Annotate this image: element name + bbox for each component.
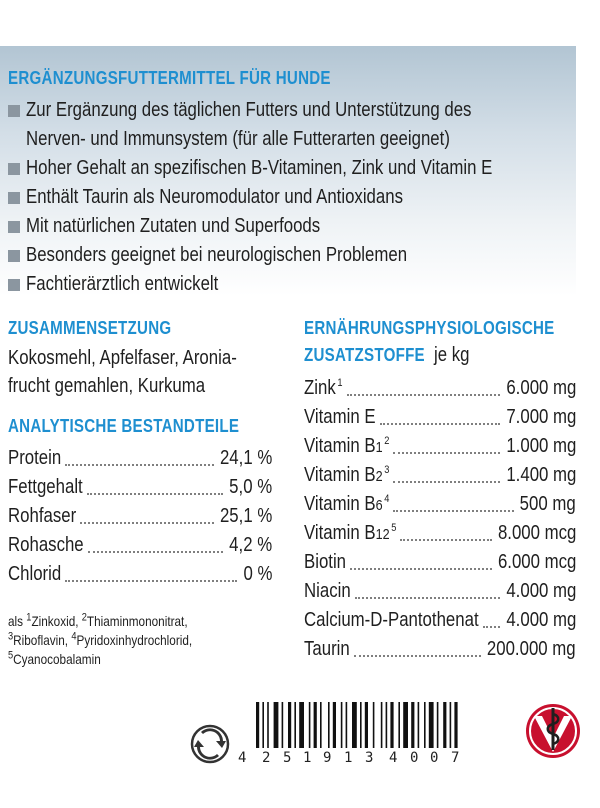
nutrient-row (8, 502, 272, 531)
leader-dots (65, 464, 213, 466)
feature-list (8, 96, 581, 299)
nutrient-value: 24,1 % (219, 447, 272, 469)
nutrient-row (8, 531, 272, 560)
leader-dots (65, 580, 237, 582)
nutrient-value: 6.000 mcg (497, 551, 576, 573)
nutrient-row (304, 635, 576, 664)
leader-dots (393, 452, 500, 454)
barcode-digit: 0 (410, 750, 419, 766)
nutrient-name: Niacin (304, 580, 351, 602)
leader-dots (347, 394, 500, 396)
nutrient-value: 4.000 mg (505, 609, 576, 631)
bullet-square-icon (8, 163, 20, 175)
nutrient-name: Taurin (304, 638, 350, 660)
nutrient-row (304, 374, 576, 403)
nutrient-name: Rohasche (8, 534, 84, 556)
leader-dots (393, 481, 500, 483)
feature-item: Besonders geeignet bei neurologischen Problemen (8, 241, 581, 270)
leader-dots (393, 510, 514, 512)
composition-heading: ZUSAMMENSETZUNG (8, 318, 172, 338)
feature-item: Fachtierärztlich entwickelt (8, 270, 581, 299)
nutrient-row (8, 473, 272, 502)
additives-subheading: ZUSATZSTOFFE je kg (304, 344, 470, 366)
bullet-square-icon (8, 250, 20, 262)
left-column (8, 318, 278, 589)
barcode-digit: 9 (323, 750, 332, 766)
nutrient-name: Fettgehalt (8, 476, 83, 498)
barcode-digit: 4 (389, 750, 398, 766)
barcode-digit: 4 (238, 750, 247, 766)
right-column (304, 318, 576, 664)
nutrient-name: Vitamin B6 $^4$ (304, 493, 390, 515)
bullet-square-icon (8, 279, 20, 291)
feature-item: Mit natürlichen Zutaten und Superfoods (8, 212, 581, 241)
barcode-digit: 3 (365, 750, 374, 766)
nutrient-value: 1.400 mg (505, 464, 576, 486)
nutrient-name: Vitamin B12 $^5$ (304, 522, 397, 544)
nutrient-name: Vitamin E (304, 406, 376, 428)
nutrient-name: Vitamin B1 $^2$ (304, 435, 390, 457)
nutrient-name: Biotin (304, 551, 347, 573)
analytical-heading: ANALYTISCHE BESTANDTEILE (8, 416, 240, 436)
nutrient-value: 6.000 mg (505, 377, 576, 399)
nutrient-row (304, 519, 576, 548)
nutrient-row (8, 444, 272, 473)
leader-dots (380, 423, 500, 425)
barcode-digit: 1 (303, 750, 312, 766)
nutrient-value: 0 % (243, 563, 272, 585)
leader-dots (350, 568, 492, 570)
nutrient-row (304, 432, 576, 461)
nutrient-value: 4,2 % (229, 534, 272, 556)
barcode-digit: 1 (344, 750, 353, 766)
unit-note: je kg (433, 344, 470, 366)
product-title: ERGÄNZUNGSFUTTERMITTEL FÜR HUNDE (8, 68, 331, 88)
leader-dots (400, 539, 491, 541)
nutrient-value: 5,0 % (229, 476, 272, 498)
nutrient-value: 1.000 mg (505, 435, 576, 457)
feature-item-continuation: Nerven- und Immunsystem (für alle Futterarten geeignet) (26, 128, 450, 150)
nutrient-name: Zink $^1$ (304, 377, 343, 399)
nutrient-row (304, 577, 576, 606)
nutrient-value: 25,1 % (219, 505, 272, 527)
leader-dots (88, 551, 223, 553)
additives-table (304, 374, 576, 664)
nutrient-row (8, 560, 272, 589)
nutrient-value: 500 mg (519, 493, 576, 515)
analytical-table (8, 444, 272, 589)
bullet-square-icon (8, 221, 20, 233)
nutrient-row (304, 606, 576, 635)
feature-item: Zur Ergänzung des täglichen Futters und Unterstützung des (8, 96, 581, 125)
additives-heading: ERNÄHRUNGSPHYSIOLOGISCHE (304, 318, 555, 338)
composition-text: Kokosmehl, Apfelfaser, Aronia- frucht gemahlen, Kurkuma (8, 347, 237, 397)
nutrient-row (304, 548, 576, 577)
nutrient-name: Protein (8, 447, 62, 469)
leader-dots (355, 597, 500, 599)
barcode-digit: 2 (262, 750, 271, 766)
leader-dots (80, 522, 214, 524)
footnote-sources: als $^1$Zinkoxid, $^2$Thiaminmononitrat, $^3$Riboflavin, $^4$Pyridoxinhydrochlorid, $^5$Cyanocobalamin (8, 611, 193, 667)
feature-item: Enthält Taurin als Neuromodulator und Antioxidans (8, 183, 581, 212)
nutrient-value: 8.000 mcg (497, 522, 576, 544)
barcode-bars (256, 702, 458, 748)
barcode-digit: 0 (430, 750, 439, 766)
nutrient-name: Vitamin B2 $^3$ (304, 464, 390, 486)
nutrient-value: 200.000 mg (487, 638, 576, 660)
nutrient-value: 7.000 mg (505, 406, 576, 428)
nutrient-name: Calcium-D-Pantothenat (304, 609, 479, 631)
feature-item: Hoher Gehalt an spezifischen B-Vitaminen, Zink und Vitamin E (8, 154, 581, 183)
bullet-square-icon (8, 105, 20, 117)
nutrient-value: 4.000 mg (505, 580, 576, 602)
leader-dots (87, 493, 223, 495)
bullet-square-icon (8, 192, 20, 204)
nutrient-name: Chlorid (8, 563, 62, 585)
leader-dots (354, 655, 481, 657)
vet-logo-icon (524, 700, 582, 762)
nutrient-row (304, 461, 576, 490)
barcode-digit: 5 (283, 750, 292, 766)
barcode-digit: 7 (451, 750, 460, 766)
green-dot-recycle-icon (190, 724, 230, 764)
nutrient-row (304, 490, 576, 519)
nutrient-name: Rohfaser (8, 505, 77, 527)
nutrient-row (304, 403, 576, 432)
